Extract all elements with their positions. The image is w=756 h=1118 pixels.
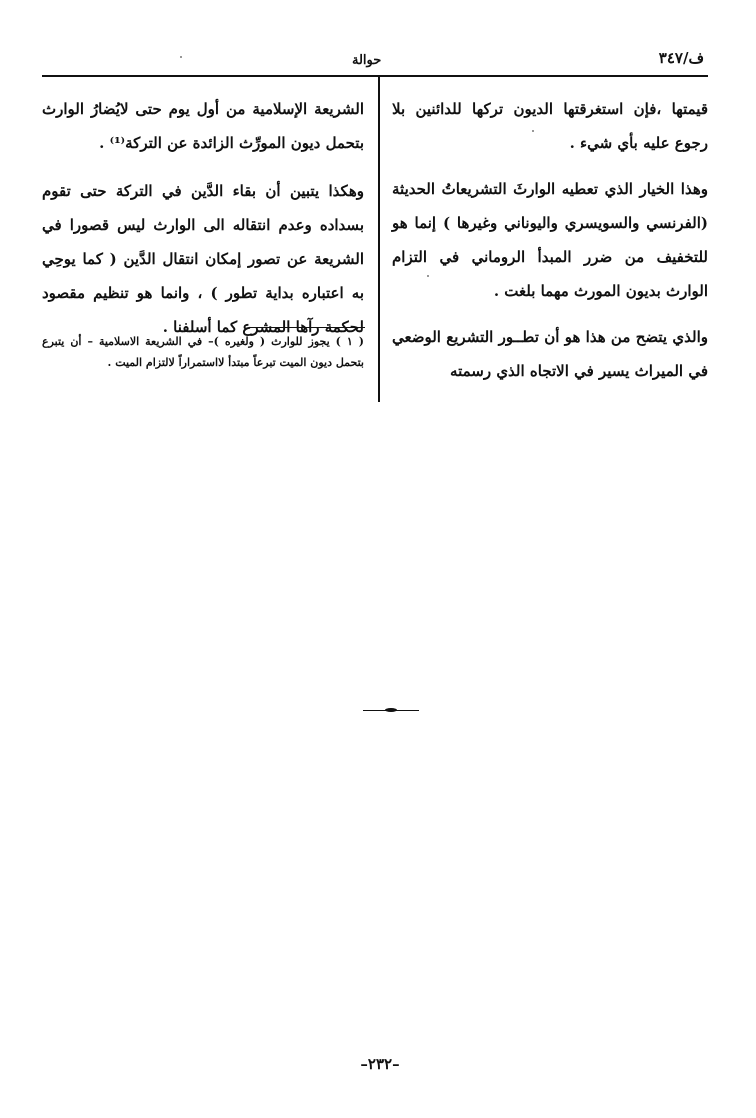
paragraph: وهكذا يتبين أن بقاء الدَّين في التركة حتى تقوم بسداده وعدم انتقاله الى الوارث ليس قصورا في الشريعة عن تصور إمكان انتقال الدَّين ( كما يوحِي به اعتباره بداية تطور ) ، وانما هو تنظيم مقصود لحكمة رآها المشرع كما أسلفنا .	[42, 182, 364, 336]
paragraph: الشريعة الإسلامية من أول يوم حتى لايُضارُ الوارث بتحمل ديون المورِّث الزائدة عن التركة⁽¹⁾ .	[42, 100, 364, 152]
section-end-ornament	[363, 708, 419, 714]
ornament-diamond	[385, 708, 397, 712]
column-divider	[378, 77, 380, 402]
scan-speck	[427, 275, 429, 277]
paragraph: وهذا الخيار الذي تعطيه الوارثَ التشريعاتُ الحديثة (الفرنسي والسويسري واليوناني وغيرها ) إنما هو للتخفيف من ضرر المبدأ الروماني في التزام الوارث بديون المورث مهما بلغت .	[392, 180, 708, 300]
footnote-rule	[250, 327, 365, 328]
paragraph: والذي يتضح من هذا هو أن تطــور التشريع الوضعي في الميراث يسير في الاتجاه الذي رسمته	[392, 328, 708, 380]
right-column	[392, 92, 708, 400]
section-reference: ف/٣٤٧	[658, 49, 704, 67]
footnote: ( ١ ) يجوز للوارث ( ولغيره )– في الشريعة الاسلامية – أن يتبرع بتحمل ديون الميت تبرعاً مبتدأ لااستمراراً لالتزام الميت .	[42, 335, 364, 369]
paragraph: قيمتها ،فإن استغرقتها الديون تركها للدائنين بلا رجوع عليه بأي شيء .	[392, 100, 708, 152]
header-rule	[42, 75, 708, 77]
left-column	[42, 92, 364, 358]
page-number: –٢٣٢–	[360, 1055, 400, 1073]
running-title: حوالة	[352, 53, 382, 68]
scan-speck	[180, 56, 182, 58]
scan-speck	[532, 130, 534, 132]
